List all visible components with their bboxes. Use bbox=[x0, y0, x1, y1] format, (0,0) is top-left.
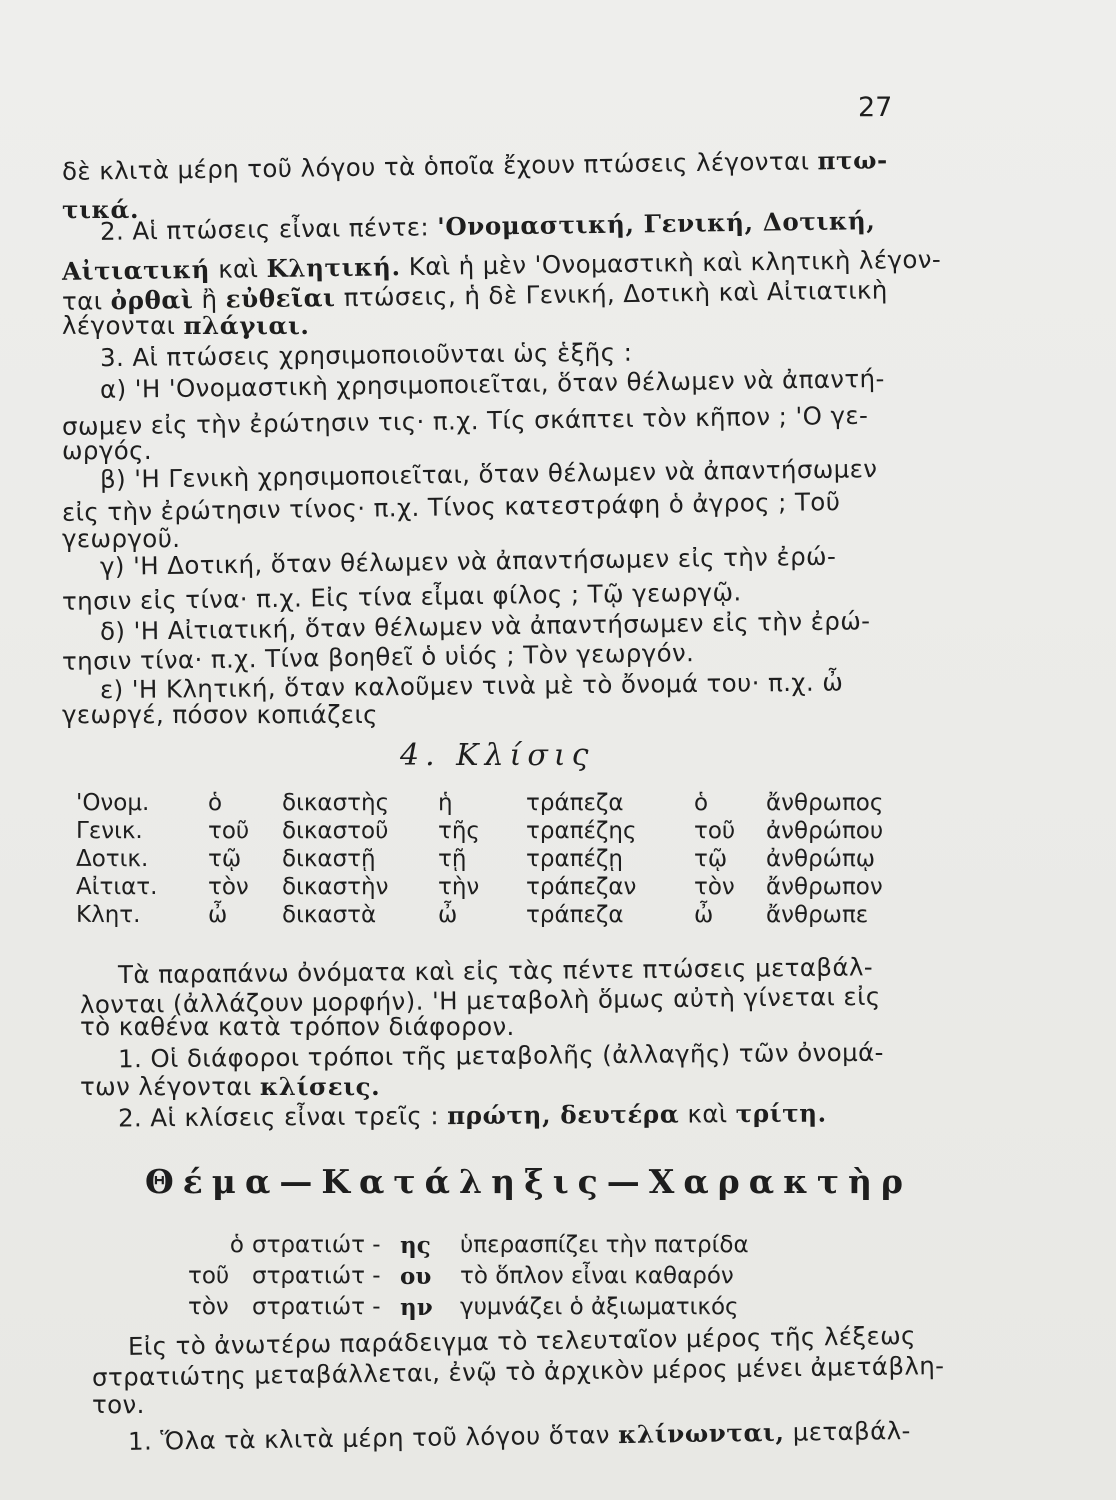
bold-term: τικά. bbox=[62, 195, 140, 224]
noun: ἄνθρωπε bbox=[766, 902, 869, 928]
article: τοῦ bbox=[694, 818, 736, 844]
text: 2. Αἱ κλίσεις εἶναι τρεῖς : bbox=[117, 1101, 448, 1133]
text-line: τὸ καθένα κατὰ τρόπον διάφορον. bbox=[80, 1012, 515, 1041]
noun: ἀνθρώπου bbox=[766, 818, 884, 844]
bold-term: τρίτη. bbox=[735, 1098, 827, 1129]
article: τὸν bbox=[208, 874, 249, 900]
text: των λέγονται bbox=[80, 1072, 260, 1101]
article: τῇ bbox=[438, 846, 467, 872]
ending-text: ην bbox=[400, 1294, 433, 1321]
text: καὶ bbox=[679, 1099, 736, 1129]
noun: δικαστὴς bbox=[282, 790, 390, 816]
bold-term: κλίνωνται, bbox=[617, 1417, 785, 1450]
example-table bbox=[188, 1232, 896, 1325]
text: 1. Ὅλα τὰ κλιτὰ μέρη τοῦ λόγου ὅταν bbox=[127, 1420, 619, 1456]
text: ἢ bbox=[193, 284, 226, 315]
text: δὲ κλιτὰ μέρη τοῦ λόγου τὰ ὁποῖα ἔχουν πτώσεις λέγονται bbox=[61, 146, 818, 186]
case-label: Δοτικ. bbox=[76, 846, 149, 872]
article: ὦ bbox=[438, 902, 458, 928]
table-row bbox=[76, 874, 916, 902]
text-line: τησιν τίνα· π.χ. Τίνα βοηθεῖ ὁ υἱός ; Τὸν γεωργόν. bbox=[61, 638, 695, 676]
declension-table bbox=[76, 790, 916, 930]
theme-heading: Θέμα—Κατάληξις—Χαρακτὴρ bbox=[145, 1162, 912, 1201]
table-row bbox=[76, 790, 916, 818]
stem: στρατιώτ - bbox=[252, 1294, 381, 1320]
text-line: ωργός. bbox=[62, 436, 153, 465]
stem: στρατιώτ - bbox=[252, 1232, 381, 1258]
text-line: στρατιώτης μεταβάλλεται, ἐνῷ τὸ ἀρχικὸν μέρος μένει ἀμετάβλη- bbox=[91, 1351, 945, 1392]
text: καὶ bbox=[209, 254, 267, 284]
article: τὸν bbox=[694, 874, 735, 900]
article: τοῦ bbox=[208, 818, 250, 844]
bold-term: πλάγιαι. bbox=[183, 311, 310, 340]
article: ὦ bbox=[208, 902, 228, 928]
table-row bbox=[76, 902, 916, 930]
bold-term: 'Ονομαστική, Γενική, Δοτική, bbox=[437, 206, 876, 242]
table-row bbox=[76, 846, 916, 874]
phrase: τὸ ὅπλον εἶναι καθαρόν bbox=[460, 1263, 734, 1289]
article: ὁ bbox=[208, 790, 223, 816]
article: τοῦ bbox=[188, 1263, 230, 1289]
phrase: ὑπερασπίζει τὴν πατρίδα bbox=[460, 1232, 749, 1258]
text-line: Εἰς τὸ ἀνωτέρω παράδειγμα τὸ τελευταῖον μέρος τῆς λέξεως bbox=[127, 1320, 917, 1361]
article: τῷ bbox=[694, 846, 728, 872]
noun: τραπέζης bbox=[526, 818, 637, 844]
text-line: γ) 'Η Δοτική, ὅταν θέλωμεν νὰ ἀπαντήσωμεν εἰς τὴν ἐρώ- bbox=[99, 541, 837, 581]
bold-term: ὀρθαὶ bbox=[110, 285, 194, 316]
article: τῷ bbox=[208, 846, 242, 872]
article: ἡ bbox=[438, 790, 453, 816]
text-line: 3. Αἱ πτώσεις χρησιμοποιοῦνται ὡς ἑξῆς : bbox=[99, 337, 633, 373]
case-label: Αἰτιατ. bbox=[76, 874, 158, 900]
noun: δικαστῇ bbox=[282, 846, 376, 872]
phrase: γυμνάζει ὁ ἀξιωματικός bbox=[460, 1294, 739, 1320]
article: τὴν bbox=[438, 874, 480, 900]
noun: τράπεζα bbox=[526, 902, 624, 928]
ending-text: ης bbox=[400, 1232, 431, 1259]
text: Καὶ ἡ μὲν 'Ονομαστικὴ καὶ κλητικὴ λέγον- bbox=[400, 244, 942, 282]
bold-term: πτω- bbox=[817, 145, 888, 176]
text-line: α) 'Η 'Ονομαστικὴ χρησιμοποιεῖται, ὅταν θέλωμεν νὰ ἀπαντή- bbox=[99, 363, 885, 404]
text-line: λονται (ἀλλάζουν μορφήν). 'Η μεταβολὴ ὅμως αὐτὴ γίνεται εἰς bbox=[79, 981, 881, 1020]
bold-term: Αἰτιατική bbox=[61, 254, 211, 286]
article: ὁ bbox=[229, 1232, 244, 1258]
text-line: ε) 'Η Κλητική, ὅταν καλοῦμεν τινὰ μὲ τὸ ὄνομά του· π.χ. ὦ bbox=[99, 667, 844, 705]
case-label: Γενικ. bbox=[76, 818, 143, 844]
ending bbox=[400, 1263, 431, 1290]
text-line: τησιν εἰς τίνα· π.χ. Εἰς τίνα εἶμαι φίλος ; Τῷ γεωργῷ. bbox=[61, 577, 742, 616]
case-label: 'Ονομ. bbox=[76, 790, 150, 816]
article: τῆς bbox=[438, 818, 480, 844]
text-line bbox=[118, 1097, 1108, 1134]
text-line: δ) 'Η Αἰτιατική, ὅταν θέλωμεν νὰ ἀπαντήσωμεν εἰς τὴν ἐρώ- bbox=[99, 606, 871, 646]
text-line: β) 'Η Γενικὴ χρησιμοποιεῖται, ὅταν θέλωμεν νὰ ἀπαντήσωμεν bbox=[99, 454, 878, 494]
text: πτώσεις, ἡ δὲ Γενική, Δοτικὴ καὶ Αἰτιατικὴ bbox=[335, 275, 888, 313]
text-line: εἰς τὴν ἐρώτησιν τίνος· π.χ. Τίνος κατεστράφη ὁ ἀγρος ; Τοῦ bbox=[61, 487, 841, 527]
bold-term: Κλητική. bbox=[266, 252, 401, 284]
text: λέγονται bbox=[62, 311, 184, 340]
text-line: γεωργοῦ. bbox=[62, 524, 181, 553]
noun: τράπεζα bbox=[526, 790, 624, 816]
text-line: Τὰ παραπάνω ὀνόματα καὶ εἰς τὰς πέντε πτώσεις μεταβάλ- bbox=[117, 952, 874, 990]
text-line: 1. Οἱ διάφοροι τρόποι τῆς μεταβολῆς (ἀλλαγῆς) τῶν ὀνομά- bbox=[117, 1037, 884, 1074]
example-row bbox=[188, 1263, 896, 1294]
text-line: τον. bbox=[92, 1390, 145, 1419]
text: 2. Αἱ πτώσεις εἶναι πέντε: bbox=[99, 212, 438, 246]
article: ὦ bbox=[694, 902, 714, 928]
noun: ἀνθρώπῳ bbox=[766, 846, 876, 872]
article: τὸν bbox=[188, 1294, 229, 1320]
noun: ἄνθρωπος bbox=[766, 790, 884, 816]
example-row bbox=[188, 1294, 896, 1325]
ending bbox=[400, 1232, 431, 1259]
article: ὁ bbox=[694, 790, 709, 816]
ending-text: ου bbox=[400, 1263, 432, 1290]
section-title: 4. Κλίσις bbox=[400, 738, 595, 773]
page-number: 27 bbox=[858, 92, 893, 123]
table-row bbox=[76, 818, 916, 846]
noun: δικαστοῦ bbox=[282, 818, 389, 844]
bold-term: πρώτη, δευτέρα bbox=[447, 1099, 680, 1131]
bold-term: κλίσεις. bbox=[259, 1072, 381, 1101]
text: μεταβάλ- bbox=[784, 1415, 911, 1447]
text-line bbox=[62, 143, 1052, 187]
noun: ἄνθρωπον bbox=[766, 874, 883, 900]
noun: δικαστὴν bbox=[282, 874, 389, 900]
text-line: γεωργέ, πόσον κοπιάζεις bbox=[62, 700, 378, 729]
noun: τραπέζῃ bbox=[526, 846, 623, 872]
ending bbox=[400, 1294, 433, 1321]
text-line: σωμεν εἰς τὴν ἐρώτησιν τις· π.χ. Τίς σκάπτει τὸν κῆπον ; 'Ο γε- bbox=[61, 400, 869, 441]
bold-term: εὐθεῖαι bbox=[225, 283, 336, 314]
text: ται bbox=[61, 286, 111, 316]
stem: στρατιώτ - bbox=[252, 1263, 381, 1289]
example-row bbox=[196, 1232, 896, 1263]
noun: δικαστὰ bbox=[282, 902, 377, 928]
noun: τράπεζαν bbox=[526, 874, 637, 900]
case-label: Κλητ. bbox=[76, 902, 141, 928]
